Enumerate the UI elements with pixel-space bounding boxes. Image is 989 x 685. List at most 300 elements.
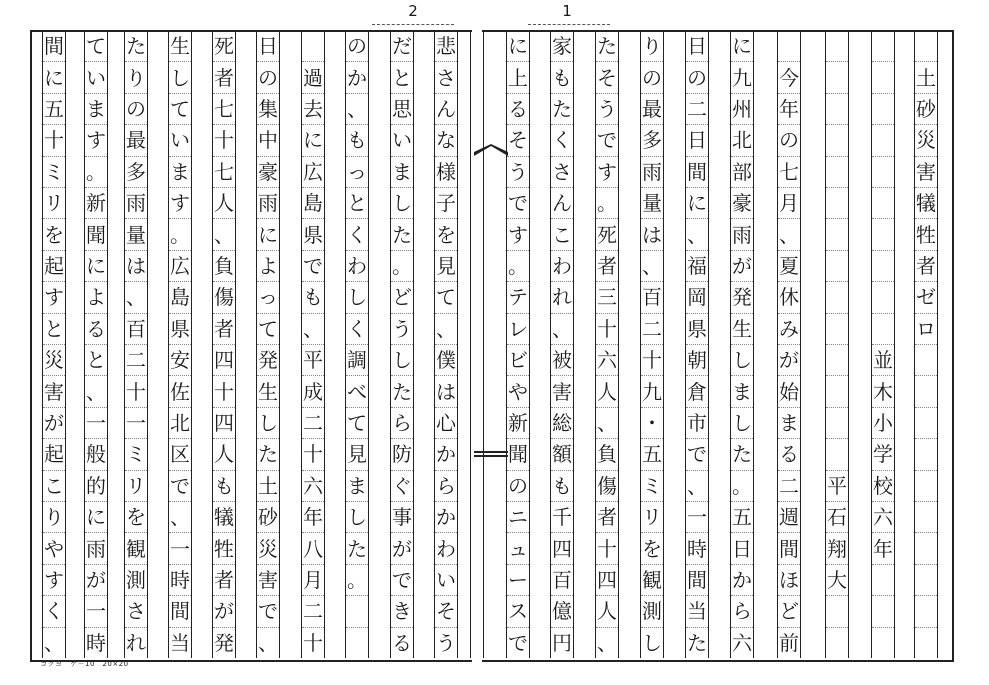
grid-cell [826, 595, 848, 626]
grid-cell: 広 [302, 156, 324, 187]
grid-cell [826, 281, 848, 312]
grid-cell: が [85, 564, 107, 595]
grid-cell: テ [507, 281, 529, 312]
grid-cell: 一 [85, 595, 107, 626]
grid-cell [346, 595, 368, 626]
grid-cell: だ [392, 33, 412, 58]
grid-cell: み [778, 313, 800, 344]
grid-cell: が [391, 532, 413, 563]
grid-cell: 県 [686, 313, 708, 344]
grid-cell: 時 [169, 564, 191, 595]
grid-cell [826, 313, 848, 344]
grid-cell: 観 [641, 564, 663, 595]
grid-cell: レ [507, 313, 529, 344]
grid-cell: る [778, 438, 800, 469]
grid-cell: 、 [435, 313, 457, 344]
grid-cell: っ [346, 156, 368, 187]
grid-cell: わ [551, 250, 573, 281]
grid-cell: こ [43, 470, 65, 501]
grid-cell: 、 [778, 218, 800, 249]
grid-cell: で [507, 187, 529, 218]
grid-cell: さ [435, 61, 457, 92]
body-column [730, 30, 754, 658]
grid-cell: わ [346, 250, 368, 281]
grid-cell: し [391, 187, 413, 218]
grid-cell: を [43, 218, 65, 249]
grid-cell [915, 407, 937, 438]
grid-cell: 二 [302, 595, 324, 626]
grid-cell [826, 218, 848, 249]
grid-cell: と [85, 344, 107, 375]
grid-cell: 生 [731, 313, 753, 344]
grid-cell: 牲 [213, 532, 235, 563]
grid-cell: 校 [872, 470, 894, 501]
grid-cell: ゼ [915, 281, 937, 312]
grid-cell [872, 627, 894, 658]
page-number-rule-left [372, 24, 454, 25]
grid-cell: べ [346, 375, 368, 406]
grid-cell: 、 [257, 627, 279, 658]
grid-cell: も [346, 124, 368, 155]
grid-cell: や [507, 375, 529, 406]
grid-cell: 今 [778, 61, 800, 92]
grid-cell: ュ [507, 532, 529, 563]
grid-cell: を [435, 218, 457, 249]
grid-cell: し [169, 61, 191, 92]
grid-cell [915, 438, 937, 469]
grid-cell: 総 [551, 407, 573, 438]
grid-cell: に [85, 250, 107, 281]
grid-cell: の [347, 33, 367, 58]
grid-cell: か [435, 438, 457, 469]
grid-cell: 雨 [731, 218, 753, 249]
grid-cell: 五 [641, 438, 663, 469]
grid-cell: 最 [641, 93, 663, 124]
grid-cell: ・ [641, 407, 663, 438]
grid-cell: 者 [213, 61, 235, 92]
grid-cell: う [507, 156, 529, 187]
body-column [256, 30, 280, 658]
grid-cell: 四 [596, 564, 618, 595]
grid-cell: 害 [915, 156, 937, 187]
grid-cell [872, 595, 894, 626]
grid-cell: の [257, 61, 279, 92]
grid-cell [346, 627, 368, 658]
grid-cell [302, 30, 324, 61]
body-column [345, 30, 369, 658]
grid-cell: 最 [125, 124, 147, 155]
grid-cell: 間 [778, 532, 800, 563]
grid-cell [826, 61, 848, 92]
grid-cell: 十 [302, 438, 324, 469]
grid-cell: 。 [346, 564, 368, 595]
grid-cell: 十 [213, 124, 235, 155]
grid-cell: 始 [778, 375, 800, 406]
grid-cell: 円 [551, 627, 573, 658]
grid-cell: 二 [302, 407, 324, 438]
grid-cell: 発 [731, 281, 753, 312]
grid-cell: も [551, 470, 573, 501]
grid-cell [915, 564, 937, 595]
grid-cell: に [686, 187, 708, 218]
grid-cell: 観 [125, 532, 147, 563]
grid-cell: く [346, 313, 368, 344]
grid-cell: 市 [686, 407, 708, 438]
grid-cell: 七 [213, 93, 235, 124]
grid-cell: た [257, 438, 279, 469]
body-column [301, 30, 325, 658]
grid-cell: 安 [169, 344, 191, 375]
grid-cell: 家 [552, 33, 572, 58]
grid-cell: た [126, 33, 146, 58]
grid-cell: ニ [507, 501, 529, 532]
grid-cell: 、 [346, 93, 368, 124]
grid-cell: 発 [213, 627, 235, 658]
grid-cell: 千 [551, 501, 573, 532]
grid-cell: 犠 [915, 187, 937, 218]
grid-cell: 四 [213, 344, 235, 375]
center-gutter [470, 30, 484, 658]
grid-cell: に [43, 61, 65, 92]
grid-cell: リ [641, 501, 663, 532]
grid-cell: 聞 [85, 218, 107, 249]
grid-cell: 傷 [596, 470, 618, 501]
grid-cell: 牲 [915, 218, 937, 249]
grid-cell: 人 [596, 595, 618, 626]
grid-cell: 億 [551, 595, 573, 626]
grid-cell: 起 [43, 250, 65, 281]
grid-cell: 、 [596, 627, 618, 658]
grid-cell: は [125, 250, 147, 281]
grid-cell: よ [85, 281, 107, 312]
grid-cell: な [435, 124, 457, 155]
grid-cell: た [731, 438, 753, 469]
grid-cell: 。 [391, 250, 413, 281]
grid-cell: 二 [125, 344, 147, 375]
grid-cell: 生 [170, 33, 190, 58]
grid-cell: 者 [596, 501, 618, 532]
grid-cell: ま [169, 156, 191, 187]
grid-cell: 子 [435, 187, 457, 218]
grid-cell: 一 [686, 501, 708, 532]
grid-cell [872, 30, 894, 61]
grid-cell: 百 [641, 281, 663, 312]
grid-cell: ロ [915, 313, 937, 344]
grid-cell: 、 [641, 250, 663, 281]
grid-cell: 、 [686, 470, 708, 501]
grid-cell: っ [257, 281, 279, 312]
grid-cell: 岡 [686, 281, 708, 312]
grid-cell: 額 [551, 438, 573, 469]
grid-cell: て [435, 281, 457, 312]
grid-cell: 。 [85, 156, 107, 187]
body-column [168, 30, 192, 658]
grid-cell: 十 [596, 313, 618, 344]
grid-cell: こ [551, 218, 573, 249]
fold-mark-bottom [474, 448, 508, 460]
grid-cell: 七 [213, 156, 235, 187]
grid-cell: う [435, 627, 457, 658]
grid-cell: き [391, 595, 413, 626]
body-column [42, 30, 66, 658]
grid-cell: 上 [507, 61, 529, 92]
grid-cell: す [85, 124, 107, 155]
grid-cell: 八 [302, 532, 324, 563]
body-column [212, 30, 236, 658]
grid-cell: 五 [731, 501, 753, 532]
author-name-column [825, 30, 849, 658]
grid-cell: 災 [915, 124, 937, 155]
grid-cell: さ [551, 156, 573, 187]
grid-cell: 害 [43, 375, 65, 406]
grid-cell: と [346, 187, 368, 218]
grid-cell: 、 [213, 218, 235, 249]
grid-cell: が [778, 344, 800, 375]
grid-cell: 部 [731, 156, 753, 187]
school-column [871, 30, 895, 658]
grid-cell: 年 [872, 532, 894, 563]
grid-cell: い [169, 124, 191, 155]
grid-cell [872, 281, 894, 312]
grid-cell: や [43, 532, 65, 563]
grid-cell: た [686, 627, 708, 658]
grid-cell: ん [551, 187, 573, 218]
grid-cell: 、 [125, 281, 147, 312]
grid-cell: 者 [213, 564, 235, 595]
grid-cell: 夏 [778, 250, 800, 281]
grid-cell: り [125, 61, 147, 92]
grid-cell [872, 187, 894, 218]
grid-cell: に [302, 124, 324, 155]
grid-cell: 二 [778, 470, 800, 501]
grid-cell: 学 [872, 438, 894, 469]
grid-cell: 死 [214, 33, 234, 58]
grid-cell: ま [346, 470, 368, 501]
grid-cell: 集 [257, 93, 279, 124]
body-column [84, 30, 108, 658]
grid-cell: 、 [596, 407, 618, 438]
grid-cell: に [508, 33, 528, 58]
grid-cell: ん [435, 93, 457, 124]
grid-cell: ど [391, 281, 413, 312]
grid-cell: し [346, 501, 368, 532]
grid-cell [826, 250, 848, 281]
grid-cell: 木 [872, 375, 894, 406]
grid-cell: 被 [551, 344, 573, 375]
page-number-rule-right [528, 24, 610, 25]
grid-cell: れ [551, 281, 573, 312]
grid-cell: 聞 [507, 438, 529, 469]
grid-cell: 様 [435, 156, 457, 187]
grid-cell: の [778, 124, 800, 155]
grid-cell: 過 [302, 61, 324, 92]
grid-cell: た [551, 93, 573, 124]
grid-cell: で [257, 595, 279, 626]
grid-cell: 十 [641, 344, 663, 375]
grid-cell: も [213, 470, 235, 501]
grid-cell: 平 [826, 470, 848, 501]
grid-cell: 十 [43, 124, 65, 155]
grid-cell: 北 [731, 124, 753, 155]
grid-cell: 十 [302, 627, 324, 658]
grid-cell: も [551, 61, 573, 92]
grid-cell: リ [43, 187, 65, 218]
grid-cell: 並 [872, 344, 894, 375]
grid-cell: 、 [551, 313, 573, 344]
grid-cell: た [597, 33, 617, 58]
grid-cell: か [346, 61, 368, 92]
grid-cell: か [435, 501, 457, 532]
grid-cell: る [85, 313, 107, 344]
grid-cell: 豪 [731, 187, 753, 218]
grid-cell: と [43, 313, 65, 344]
grid-cell: ミ [43, 156, 65, 187]
grid-cell: ー [507, 564, 529, 595]
grid-cell: 犠 [213, 501, 235, 532]
grid-cell: 。 [507, 250, 529, 281]
grid-cell: ら [435, 470, 457, 501]
grid-cell: い [435, 564, 457, 595]
grid-cell: 三 [596, 281, 618, 312]
grid-cell: 六 [596, 344, 618, 375]
grid-cell: 、 [686, 218, 708, 249]
grid-cell: 、 [85, 375, 107, 406]
grid-cell [872, 218, 894, 249]
grid-cell: 区 [169, 438, 191, 469]
grid-cell [872, 250, 894, 281]
grid-cell [872, 564, 894, 595]
grid-cell: 測 [641, 595, 663, 626]
grid-cell: 県 [302, 218, 324, 249]
grid-cell: の [507, 470, 529, 501]
grid-cell: 間 [44, 33, 64, 58]
grid-cell: 傷 [213, 281, 235, 312]
grid-cell: い [85, 61, 107, 92]
grid-cell: ほ [778, 564, 800, 595]
grid-cell: 新 [85, 187, 107, 218]
grid-cell: 砂 [915, 93, 937, 124]
grid-cell: ま [731, 375, 753, 406]
grid-cell: 負 [596, 438, 618, 469]
grid-cell: そ [596, 61, 618, 92]
grid-cell: 島 [169, 281, 191, 312]
grid-cell: 四 [213, 407, 235, 438]
grid-cell: 日 [687, 33, 707, 58]
grid-cell: 僕 [435, 344, 457, 375]
grid-cell: 時 [85, 627, 107, 658]
grid-cell: 。 [596, 187, 618, 218]
grid-cell: と [391, 61, 413, 92]
grid-cell: 量 [641, 187, 663, 218]
grid-cell: 者 [915, 250, 937, 281]
grid-cell: し [391, 344, 413, 375]
grid-cell: 防 [391, 438, 413, 469]
grid-cell [915, 375, 937, 406]
grid-cell: て [346, 407, 368, 438]
grid-cell: 五 [43, 93, 65, 124]
grid-cell: 州 [731, 93, 753, 124]
grid-cell: 日 [258, 33, 278, 58]
grid-cell: 九 [641, 375, 663, 406]
grid-cell: 見 [435, 250, 457, 281]
grid-cell: 雨 [85, 532, 107, 563]
grid-cell: 広 [169, 250, 191, 281]
grid-cell: 去 [302, 93, 324, 124]
grid-cell: の [125, 93, 147, 124]
grid-cell: 時 [686, 532, 708, 563]
grid-cell: 多 [641, 124, 663, 155]
grid-cell: 十 [125, 375, 147, 406]
grid-cell: で [507, 627, 529, 658]
grid-cell: 年 [778, 93, 800, 124]
grid-cell: 石 [826, 501, 848, 532]
grid-cell: 般 [85, 438, 107, 469]
grid-cell: ぐ [391, 470, 413, 501]
body-column [550, 30, 574, 658]
grid-cell: う [596, 93, 618, 124]
grid-cell: リ [125, 470, 147, 501]
grid-cell: ら [731, 595, 753, 626]
title-column [914, 30, 938, 658]
grid-cell: で [596, 124, 618, 155]
grid-cell: の [686, 61, 708, 92]
grid-cell: 豪 [257, 156, 279, 187]
grid-cell: 、 [169, 501, 191, 532]
grid-cell: 日 [686, 124, 708, 155]
grid-cell: で [169, 470, 191, 501]
grid-cell: 、 [43, 627, 65, 658]
grid-cell [826, 407, 848, 438]
grid-cell: で [302, 250, 324, 281]
grid-cell [778, 30, 800, 61]
grid-cell: し [257, 407, 279, 438]
grid-cell: 土 [915, 61, 937, 92]
grid-cell [826, 187, 848, 218]
grid-cell: 的 [85, 470, 107, 501]
grid-cell: 砂 [257, 501, 279, 532]
grid-cell: た [391, 218, 413, 249]
grid-cell: し [731, 344, 753, 375]
grid-cell: に [85, 501, 107, 532]
grid-cell: 翔 [826, 532, 848, 563]
body-column [685, 30, 709, 658]
grid-cell: す [507, 218, 529, 249]
grid-cell: ま [778, 407, 800, 438]
grid-cell: し [346, 281, 368, 312]
grid-cell: 北 [169, 407, 191, 438]
grid-cell [826, 93, 848, 124]
grid-cell: れ [125, 627, 147, 658]
grid-cell: 者 [596, 250, 618, 281]
body-column [390, 30, 414, 658]
grid-cell: 間 [169, 595, 191, 626]
grid-cell: 当 [686, 595, 708, 626]
grid-cell: り [43, 501, 65, 532]
grid-cell [872, 156, 894, 187]
grid-cell: 害 [551, 375, 573, 406]
grid-cell: ス [507, 595, 529, 626]
fold-mark-top [474, 144, 508, 156]
grid-cell [915, 470, 937, 501]
grid-cell: た [346, 532, 368, 563]
grid-cell: ま [391, 156, 413, 187]
grid-cell: る [391, 627, 413, 658]
grid-cell: 量 [125, 218, 147, 249]
grid-cell: る [507, 93, 529, 124]
grid-cell: が [731, 250, 753, 281]
grid-cell: う [391, 313, 413, 344]
grid-cell: 二 [686, 93, 708, 124]
